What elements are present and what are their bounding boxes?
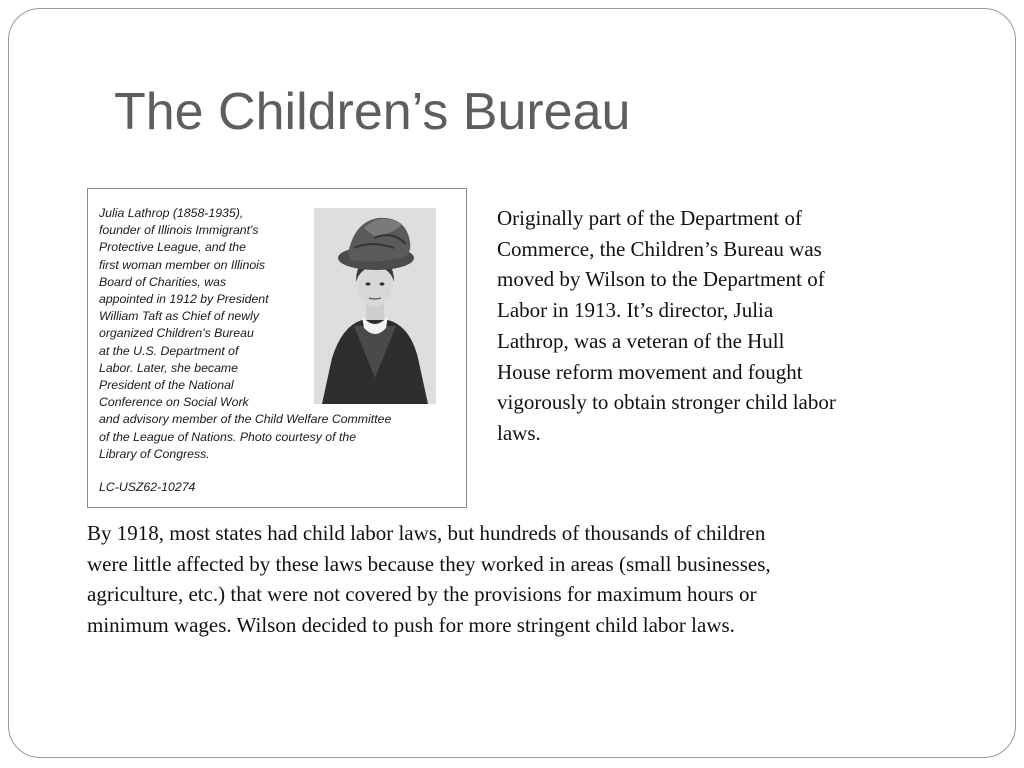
right-paragraph: Originally part of the Department of Commerce, the Children’s Bureau was moved by Wilson to the Department of Labor in 1913. It’s director, Julia Lathrop, was a veteran of the Hull House reform movement and fought vigorously to obtain stronger child labor laws. (497, 206, 836, 445)
photo-catalog-id: LC-USZ62-10274 (99, 480, 196, 494)
portrait-photo (314, 208, 436, 404)
photo-panel (87, 188, 467, 508)
photo-caption: Julia Lathrop (1858-1935), founder of Illinois Immigrant's Protective League, and the first woman member on Illinois Board of Charities, was appointed in 1912 by President William Taft as Chief of newly organized Children's Bureau at the U.S. Department of Labor. Later, she became President of the National Conference on Social Work and advisory member of the Child Welfare Committee of the League of Nations. Photo courtesy of the Library of Congress. (99, 206, 392, 461)
slide-title: The Children’s Bureau (114, 83, 631, 141)
bottom-paragraph: By 1918, most states had child labor laws, but hundreds of thousands of children were little affected by these laws because they worked in areas (small businesses, agriculture, etc.) that were not covered by the provisions for maximum hours or minimum wages. Wilson decided to push for more stringent child labor laws. (87, 521, 771, 638)
